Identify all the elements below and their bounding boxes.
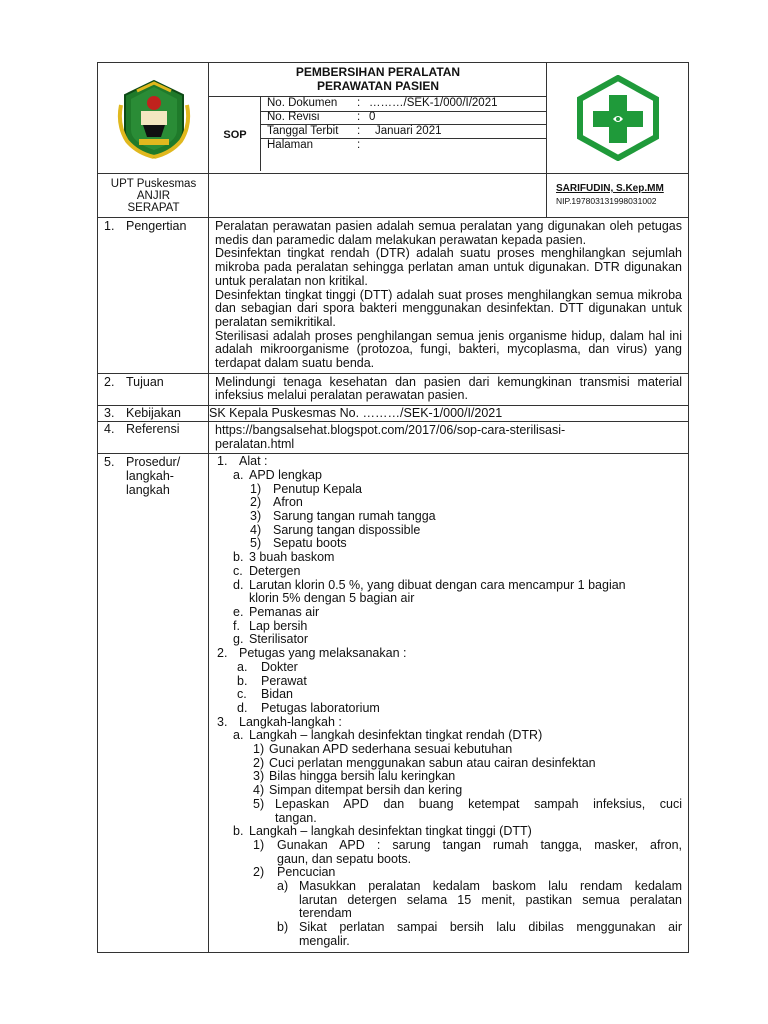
- list-text: Penutup Kepala: [273, 481, 362, 496]
- list-marker: 1): [250, 481, 262, 496]
- section-number: 5.: [104, 455, 115, 470]
- list-text: Larutan klorin 0.5 %, yang dibuat dengan cara mencampur 1 bagian: [249, 577, 626, 592]
- list-text: Sarung tangan rumah tangga: [273, 509, 436, 524]
- list-text: Sterilisator: [249, 632, 309, 647]
- list-text: Lepaskan APD dan buang ketempat sampah infeksius, cuci: [275, 796, 682, 811]
- list-marker: b.: [237, 673, 248, 688]
- list-item: [215, 702, 682, 716]
- content-cell: [209, 454, 689, 952]
- content-cell: [209, 406, 689, 422]
- label-cell: [98, 421, 209, 453]
- list-marker: d.: [237, 700, 248, 715]
- sop-label: SOP: [223, 128, 247, 141]
- list-marker: 5): [250, 536, 262, 551]
- list-continuation: [215, 894, 682, 908]
- meta-key: No. Revisi: [267, 111, 320, 123]
- list-item: [215, 483, 682, 497]
- section-label: Kebijakan: [126, 406, 181, 421]
- list-marker: b): [277, 920, 289, 935]
- list-continuation: mengalir.: [299, 933, 350, 948]
- list-text: Alat :: [239, 454, 268, 469]
- list-item: [215, 496, 682, 510]
- list-text: Dokter: [261, 659, 298, 674]
- label-cell: [98, 454, 209, 952]
- meta-value: ………/SEK-1/000/I/2021: [369, 97, 498, 109]
- list-text: Pemanas air: [249, 604, 320, 619]
- list-item: [215, 770, 682, 784]
- list-marker: a.: [233, 467, 244, 482]
- list-marker: 5): [253, 796, 265, 811]
- puskesmas-logo: [547, 63, 689, 173]
- paragraph: Peralatan perawatan pasien adalah semua peralatan yang digunakan oleh petugas medis dan paramedic dalam melakukan perawatan kepada pasien.: [215, 219, 682, 247]
- section-label: langkah: [126, 482, 170, 497]
- list-item: [215, 537, 682, 551]
- signer-nip: NIP.197803131998031002: [556, 196, 657, 206]
- content-cell: [209, 218, 689, 374]
- list-text: Langkah-langkah :: [239, 714, 342, 729]
- document-title: [209, 63, 547, 96]
- signer-name: SARIFUDIN, S.Kep.MM: [556, 183, 664, 194]
- list-item: [215, 524, 682, 538]
- list-item: [215, 675, 682, 689]
- meta-key: Halaman: [267, 139, 314, 151]
- list-marker: f.: [233, 618, 240, 633]
- list-continuation: terendam: [299, 906, 352, 921]
- list-text: Bidan: [261, 687, 293, 702]
- list-text: Cuci perlatan menggunakan sabun atau cairan desinfektan: [269, 755, 596, 770]
- list-text: Lap bersih: [249, 618, 308, 633]
- list-item: [215, 551, 682, 565]
- list-marker: 4): [253, 783, 265, 798]
- list-item: [215, 455, 682, 469]
- list-item: [215, 661, 682, 675]
- list-item: [215, 866, 682, 880]
- meta-key: No. Dokumen: [267, 97, 338, 109]
- meta-sep: :: [357, 97, 361, 109]
- content-cell: [209, 373, 689, 405]
- unit-line-1: UPT Puskesmas: [110, 178, 197, 190]
- list-continuation: gaun, dan sepatu boots.: [277, 851, 412, 866]
- meta-row-halaman: [261, 138, 547, 154]
- row-kebijakan: [98, 406, 689, 422]
- list-marker: 1.: [217, 454, 228, 469]
- list-continuation: klorin 5% dengan 5 bagian air: [249, 591, 415, 606]
- list-marker: 3): [250, 509, 262, 524]
- reference-link[interactable]: peralatan.html: [215, 436, 295, 451]
- list-item: [215, 647, 682, 661]
- title-line-2: PERAWATAN PASIEN: [316, 79, 439, 93]
- paragraph: SK Kepala Puskesmas No. ………/SEK-1/000/I/2021: [209, 406, 503, 421]
- list-text: Sepatu boots: [273, 536, 347, 551]
- puskesmas-cross-icon: [576, 75, 660, 161]
- meta-value: Januari 2021: [375, 125, 442, 137]
- list-marker: 2): [250, 495, 262, 510]
- section-number: 4.: [104, 421, 115, 436]
- list-marker: a.: [237, 659, 248, 674]
- list-item: [215, 716, 682, 730]
- meta-sep: :: [357, 111, 361, 123]
- list-text: Pencucian: [277, 865, 336, 880]
- list-marker: g.: [233, 632, 244, 647]
- list-text: Sarung tangan dispossible: [273, 522, 421, 537]
- title-line-1: PEMBERSIHAN PERALATAN: [295, 65, 461, 79]
- list-item: [215, 880, 682, 894]
- signer-block: [547, 173, 689, 219]
- unit-name: [98, 173, 209, 219]
- list-text: Perawat: [261, 673, 307, 688]
- list-marker: b.: [233, 550, 244, 565]
- label-cell: [98, 373, 209, 405]
- list-item: [215, 510, 682, 524]
- list-text: Langkah – langkah desinfektan tingkat tinggi (DTT): [249, 824, 532, 839]
- content-cell: [209, 421, 689, 453]
- meta-sep: :: [357, 139, 361, 151]
- list-marker: c.: [233, 563, 243, 578]
- list-text: larutan detergen selama 15 menit, pastikan semua peralatan: [299, 892, 682, 907]
- list-item: [215, 921, 682, 935]
- section-number: 3.: [104, 406, 115, 421]
- list-text: Afron: [273, 495, 303, 510]
- list-item: [215, 688, 682, 702]
- sop-body-table: [97, 217, 689, 953]
- meta-key: Tanggal Terbit: [267, 125, 339, 137]
- list-text: Gunakan APD sederhana sesuai kebutuhan: [269, 742, 513, 757]
- list-text: 3 buah baskom: [249, 550, 335, 565]
- list-text: Masukkan peralatan kedalam baskom lalu rendam kedalam: [299, 879, 682, 894]
- list-text: Bilas hingga bersih lalu keringkan: [269, 769, 456, 784]
- list-item: [215, 606, 682, 620]
- list-continuation: tangan.: [275, 810, 317, 825]
- list-marker: a.: [233, 728, 244, 743]
- unit-line-3: SERAPAT: [127, 202, 180, 214]
- paragraph: Desinfektan tingkat tinggi (DTT) adalah suat proses menghilangkan semua mikroba dan sebagian dari spora bakteri menggunakan desinfektan. DTT digunakan untuk peralatan semikritikal.: [215, 287, 682, 329]
- list-marker: 2.: [217, 646, 228, 661]
- list-marker: b.: [233, 824, 244, 839]
- list-marker: 2): [253, 865, 265, 880]
- list-marker: d.: [233, 577, 244, 592]
- row-referensi: [98, 421, 689, 453]
- section-label: Referensi: [126, 421, 180, 436]
- list-text: Gunakan APD : sarung tangan rumah tangga, masker, afron,: [277, 837, 682, 852]
- list-marker: 4): [250, 522, 262, 537]
- paragraph: Sterilisasi adalah proses penghilangan semua jenis organisme hidup, dalam hal ini adalah mikroorganisme (protozoa, fungi, bakteri, mycoplasma, dan virus) yang terdapat dalam suatu benda.: [215, 328, 682, 371]
- list-item: [215, 469, 682, 483]
- list-item: [215, 743, 682, 757]
- sop-document: [97, 62, 689, 953]
- list-marker: a): [277, 879, 289, 894]
- list-item: [215, 825, 682, 839]
- reference-link[interactable]: https://bangsalsehat.blogspot.com/2017/06/sop-cara-sterilisasi-: [215, 422, 566, 437]
- regency-emblem-icon: [113, 75, 195, 161]
- label-cell: [98, 406, 209, 422]
- list-text: Detergen: [249, 563, 301, 578]
- unit-line-2: ANJIR: [136, 190, 171, 202]
- list-text: Langkah – langkah desinfektan tingkat rendah (DTR): [249, 728, 543, 743]
- list-item: [215, 565, 682, 579]
- list-text: Sikat perlatan sampai bersih lalu dibilas menggunakan air: [299, 920, 682, 935]
- list-item: [215, 579, 682, 593]
- meta-sep: :: [357, 125, 361, 137]
- document-header: [97, 62, 689, 218]
- section-number: 1.: [104, 219, 115, 233]
- list-item: [215, 729, 682, 743]
- list-text: Petugas laboratorium: [261, 700, 380, 715]
- section-label: Prosedur/: [126, 455, 181, 470]
- list-marker: c.: [237, 687, 247, 702]
- list-marker: 1): [253, 742, 265, 757]
- meta-value: 0: [369, 111, 376, 123]
- section-label: Pengertian: [126, 219, 187, 233]
- list-marker: e.: [233, 604, 244, 619]
- list-marker: 2): [253, 755, 265, 770]
- list-text: Petugas yang melaksanakan :: [239, 646, 407, 661]
- section-label: Tujuan: [126, 374, 164, 389]
- list-text: APD lengkap: [249, 467, 322, 482]
- list-item: [215, 633, 682, 647]
- list-item: [215, 839, 682, 853]
- list-item: [215, 620, 682, 634]
- paragraph: Melindungi tenaga kesehatan dan pasien dari kemungkinan transmisi material infeksius melalui peralatan perawatan pasien.: [215, 374, 682, 403]
- regency-emblem-logo: [98, 63, 209, 173]
- list-item: [215, 784, 682, 798]
- list-text: Simpan ditempat bersih dan kering: [269, 783, 463, 798]
- row-pengertian: [98, 218, 689, 374]
- label-cell: [98, 218, 209, 374]
- list-marker: 1): [253, 837, 265, 852]
- paragraph: Desinfektan tingkat rendah (DTR) adalah suatu proses menghilangkan sejumlah mikroba pada peralatan sehingga perlatan aman untuk digunakan. DTR digunakan untuk peralatan non kritikal.: [215, 246, 682, 288]
- section-label: langkah-: [126, 468, 174, 483]
- section-number: 2.: [104, 374, 115, 389]
- list-item: [215, 757, 682, 771]
- row-prosedur: [98, 454, 689, 952]
- list-marker: 3.: [217, 714, 228, 729]
- row-tujuan: [98, 373, 689, 405]
- list-item: [215, 798, 682, 812]
- list-marker: 3): [253, 769, 265, 784]
